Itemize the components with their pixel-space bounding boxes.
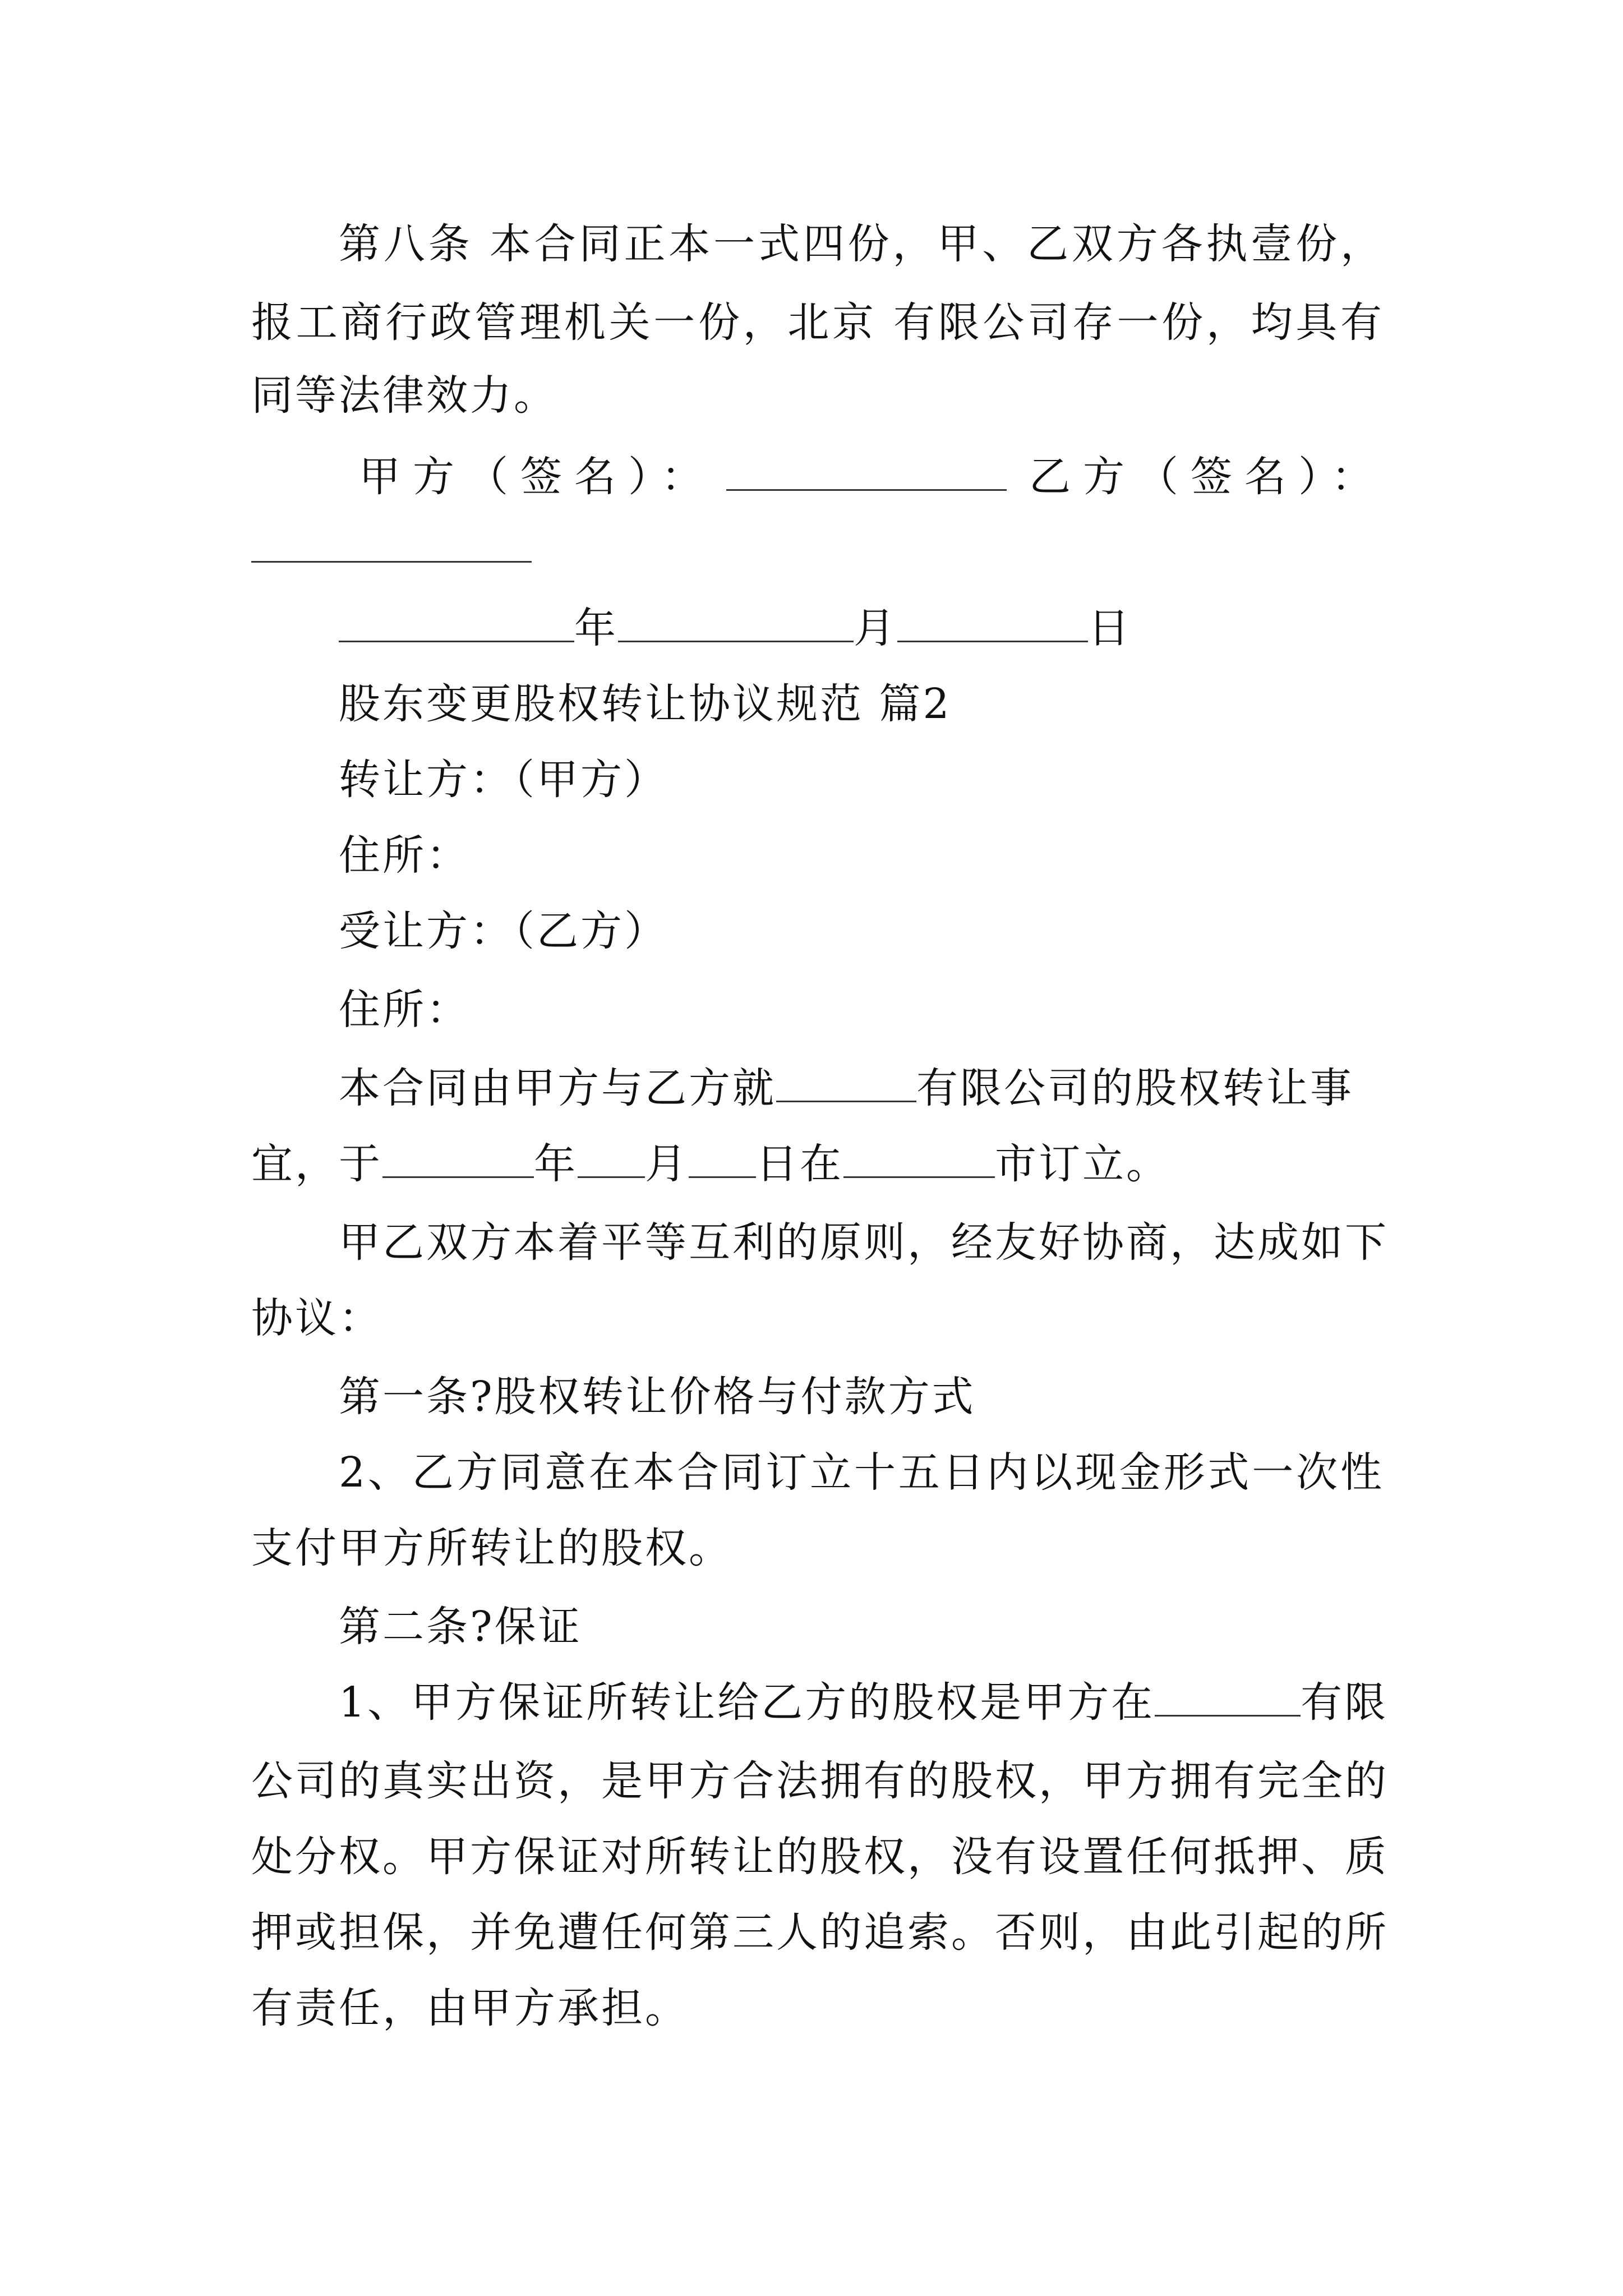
- article2-item1-line-2: 公司的真实出资，是甲方合法拥有的股权，甲方拥有完全的: [251, 1757, 1389, 1805]
- transferor-address-label: 住所：: [339, 831, 470, 880]
- party-a-signature-blank: [726, 450, 1007, 491]
- intro-part-7: 市订立。: [995, 1140, 1170, 1188]
- principle-line-2: 协议：: [251, 1294, 382, 1342]
- intro-city-blank: [843, 1137, 995, 1178]
- intro-part-5: 月: [645, 1140, 689, 1188]
- article1-title: 第一条?股权转让价格与付款方式: [339, 1373, 976, 1421]
- intro-day-blank: [689, 1137, 756, 1178]
- intro-part-6: 日在: [756, 1140, 843, 1188]
- article2-item1-line-5: 有责任，由甲方承担。: [251, 1984, 689, 2032]
- article2-title: 第二条?保证: [339, 1603, 582, 1651]
- article8-line-1: 第八条 本合同正本一式四份，甲、乙双方各执壹份，: [339, 220, 1384, 268]
- day-blank: [897, 601, 1088, 642]
- section-title: 股东变更股权转让协议规范 篇2: [339, 680, 952, 728]
- intro-part-3: 宜，于: [251, 1140, 382, 1188]
- article8-line-2: 报工商行政管理机关一份，北京 有限公司存一份，均具有: [251, 298, 1384, 347]
- day-label: 日: [1088, 604, 1132, 652]
- year-label: 年: [574, 604, 618, 652]
- article2-item1-line-3: 处分权。甲方保证对所转让的股权，没有设置任何抵押、质: [251, 1833, 1389, 1881]
- transferor-label: 转让方：（甲方）: [339, 756, 668, 804]
- intro-year-blank: [382, 1137, 534, 1178]
- month-label: 月: [854, 604, 897, 652]
- intro-line-1: [339, 1060, 1384, 1116]
- article2-item1-line-4: 押或担保，并免遭任何第三人的追索。否则，由此引起的所: [251, 1908, 1389, 1957]
- principle-line-1: 甲乙双方本着平等互利的原则，经友好协商，达成如下: [339, 1218, 1389, 1267]
- article2-item1-line-1: [339, 1674, 1389, 1731]
- party-b-signature-blank: [251, 561, 532, 563]
- party-b-signature-label: 乙方（签名）：: [1029, 453, 1385, 501]
- transferee-label: 受让方：（乙方）: [339, 907, 668, 955]
- intro-part-1: 本合同由甲方与乙方就: [339, 1064, 776, 1112]
- intro-line-2: [251, 1136, 1384, 1192]
- year-blank: [339, 601, 574, 642]
- article8-line-3: 同等法律效力。: [251, 371, 557, 420]
- month-blank: [618, 601, 854, 642]
- article2-company-blank: [1155, 1676, 1301, 1717]
- article1-item2-line-2: 支付甲方所转让的股权。: [251, 1524, 732, 1572]
- date-row: [339, 600, 1384, 656]
- transferee-address-label: 住所：: [339, 986, 470, 1034]
- intro-part-4: 年: [534, 1140, 578, 1188]
- article1-item2-line-1: 2、乙方同意在本合同订立十五日内以现金形式一次性: [339, 1448, 1384, 1497]
- intro-month-blank: [578, 1137, 645, 1178]
- intro-part-2: 有限公司的股权转让事: [916, 1064, 1354, 1112]
- article2-item1-part-a: 1、甲方保证所转让给乙方的股权是甲方在: [339, 1678, 1155, 1727]
- signature-row: [359, 449, 1385, 505]
- article2-item1-part-b: 有限: [1301, 1678, 1389, 1727]
- party-a-signature-label: 甲方（签名）：: [359, 453, 715, 501]
- company-blank: [776, 1061, 916, 1102]
